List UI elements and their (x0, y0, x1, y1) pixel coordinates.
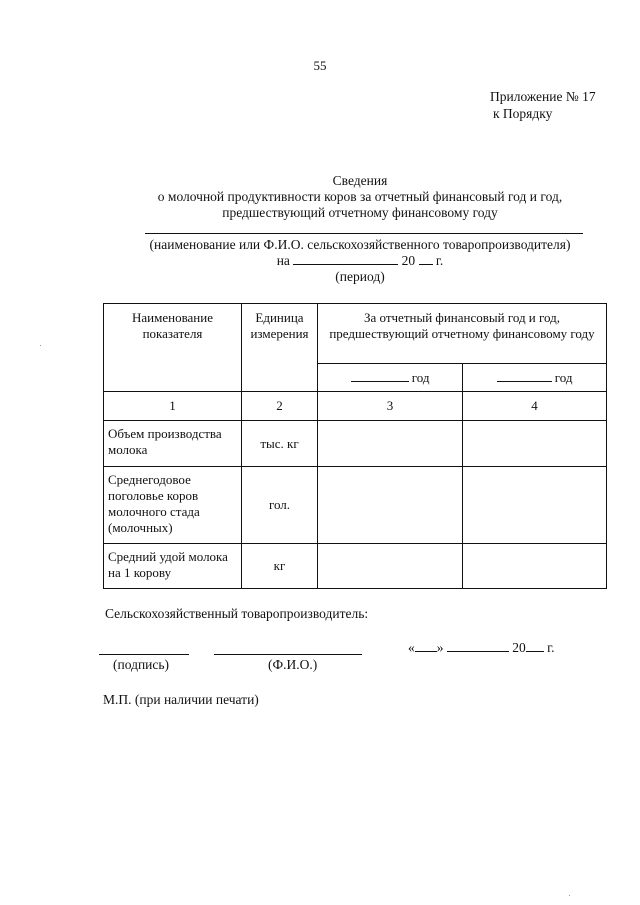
period-prefix: на (276, 253, 290, 268)
table-row (104, 421, 607, 467)
sign-year-suffix: г. (547, 640, 555, 655)
sign-day-field[interactable] (415, 651, 437, 652)
column-number: 4 (463, 392, 607, 421)
document-title: Сведения (332, 173, 388, 188)
signature-field[interactable] (99, 654, 189, 655)
row-value-year-a[interactable] (318, 544, 463, 589)
period-date-line (100, 253, 620, 269)
column-number: 2 (242, 392, 318, 421)
sign-year-prefix: 20 (512, 640, 526, 655)
row-value-year-a[interactable] (318, 467, 463, 544)
header-year-a-cell (318, 364, 463, 392)
scan-speck (569, 895, 570, 896)
header-period: За отчетный финансовый год и год, предшествующий отчетному финансовому году (318, 304, 607, 364)
table-row (104, 544, 607, 589)
sign-date-line (408, 640, 555, 656)
year-b-field[interactable] (497, 381, 552, 382)
seal-note: М.П. (при наличии печати) (103, 692, 259, 707)
signature-caption: (подпись) (113, 657, 170, 672)
producer-label: Сельскохозяйственный товаропроизводитель: (105, 606, 369, 621)
row-value-year-b[interactable] (463, 544, 607, 589)
productivity-table (103, 303, 607, 589)
document-heading (100, 173, 620, 221)
period-caption: (период) (335, 269, 385, 284)
appendix-reference (490, 88, 596, 122)
document-subtitle-line1: о молочной продуктивности коров за отчетный финансовый год и год, (157, 189, 563, 204)
sign-date-close-quote: » (436, 640, 444, 655)
year-a-field[interactable] (351, 381, 409, 382)
header-year-b-cell (463, 364, 607, 392)
header-year-b-label: год (554, 369, 573, 385)
producer-name-field[interactable] (145, 233, 583, 234)
scan-speck (40, 345, 41, 346)
row-indicator: Объем производства молока (104, 421, 242, 467)
full-name-field[interactable] (214, 654, 362, 655)
period-year-prefix: 20 (401, 253, 416, 268)
sign-month-field[interactable] (447, 651, 509, 652)
column-number-row (104, 392, 607, 421)
appendix-number: Приложение № 17 (490, 89, 596, 104)
appendix-order: к Порядку (493, 106, 553, 121)
row-indicator: Средний удой молока на 1 корову (104, 544, 242, 589)
header-year-a-label: год (411, 369, 430, 385)
period-year-field[interactable] (419, 264, 433, 265)
row-value-year-b[interactable] (463, 421, 607, 467)
row-unit: кг (242, 544, 318, 589)
row-indicator: Среднегодовое поголовье коров молочного стада (молочных) (104, 467, 242, 544)
row-unit: гол. (242, 467, 318, 544)
period-day-month-field[interactable] (293, 264, 398, 265)
sign-year-field[interactable] (526, 651, 544, 652)
name-caption: (Ф.И.О.) (268, 657, 318, 672)
page-number: 55 (313, 58, 327, 73)
header-unit: Единица измерения (242, 304, 318, 392)
row-value-year-a[interactable] (318, 421, 463, 467)
producer-caption: (наименование или Ф.И.О. сельскохозяйственного товаропроизводителя) (149, 237, 571, 252)
row-unit: тыс. кг (242, 421, 318, 467)
table-row (104, 467, 607, 544)
column-number: 1 (104, 392, 242, 421)
producer-block (100, 237, 620, 285)
column-number: 3 (318, 392, 463, 421)
period-year-suffix: г. (435, 253, 444, 268)
document-subtitle-line2: предшествующий отчетному финансовому году (222, 205, 498, 220)
sign-date-open-quote: « (408, 640, 415, 655)
header-indicator: Наименование показателя (104, 304, 242, 392)
row-value-year-b[interactable] (463, 467, 607, 544)
